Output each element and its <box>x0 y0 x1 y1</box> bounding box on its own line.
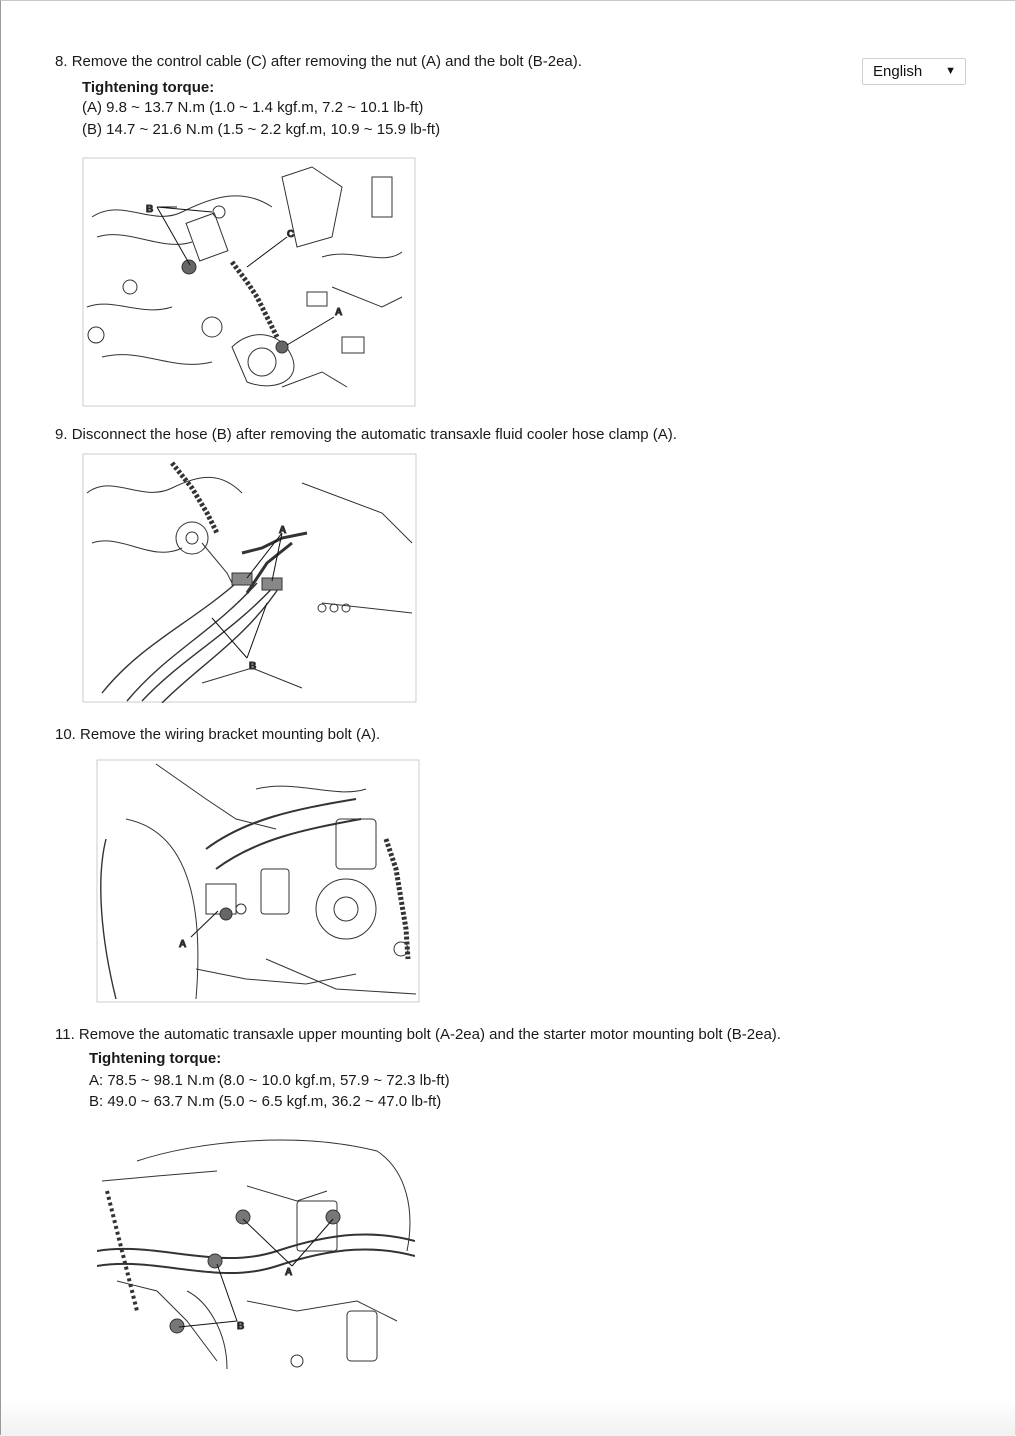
step-number: 8. <box>55 53 68 70</box>
figure-wiring-bracket <box>96 759 420 1003</box>
step-text: Remove the control cable (C) after removing the nut (A) and the bolt (B-2ea). <box>71 53 582 70</box>
figure-label-b: B <box>237 1321 245 1332</box>
step-text: Remove the wiring bracket mounting bolt (A). <box>80 726 381 743</box>
figure-label-a: A <box>285 1267 293 1278</box>
step-9-instruction <box>55 424 677 445</box>
figure-control-cable <box>82 157 416 407</box>
language-select-value: English <box>873 63 923 80</box>
step-number: 10. <box>55 726 76 743</box>
torque-line: B: 49.0 ~ 63.7 N.m (5.0 ~ 6.5 kgf.m, 36.2 ~ 47.0 lb-ft) <box>89 1093 442 1110</box>
figure-label-c: C <box>287 229 295 240</box>
torque-line: A: 78.5 ~ 98.1 N.m (8.0 ~ 10.0 kgf.m, 57.9 ~ 72.3 lb-ft) <box>89 1072 450 1089</box>
torque-line: (A) 9.8 ~ 13.7 N.m (1.0 ~ 1.4 kgf.m, 7.2 ~ 10.1 lb-ft) <box>82 99 424 116</box>
figure-label-a: A <box>279 525 287 536</box>
step-10-instruction <box>55 724 380 745</box>
torque-title: Tightening torque: <box>89 1050 222 1067</box>
step-text: Remove the automatic transaxle upper mounting bolt (A-2ea) and the starter motor mounting bolt (B-2ea). <box>78 1026 781 1043</box>
step-text: Disconnect the hose (B) after removing the automatic transaxle fluid cooler hose clamp (A). <box>71 426 677 443</box>
torque-line: (B) 14.7 ~ 21.6 N.m (1.5 ~ 2.2 kgf.m, 10.9 ~ 15.9 lb-ft) <box>82 121 441 138</box>
figure-label-a: A <box>179 939 187 950</box>
figure-label-b: B <box>146 204 154 215</box>
step-number: 11. <box>55 1026 75 1043</box>
figure-hose-clamp <box>82 453 417 703</box>
figure-label-a: A <box>335 307 343 318</box>
figure-label-b: B <box>249 661 257 672</box>
figure-mounting-bolts <box>97 1131 415 1369</box>
chevron-down-icon: ▼ <box>945 65 956 77</box>
step-8-instruction <box>55 51 582 72</box>
torque-title: Tightening torque: <box>82 79 215 96</box>
step-11-instruction <box>55 1024 781 1045</box>
step-number: 9. <box>55 426 68 443</box>
language-select[interactable] <box>862 58 966 85</box>
page-footer-shade <box>1 1400 1015 1436</box>
